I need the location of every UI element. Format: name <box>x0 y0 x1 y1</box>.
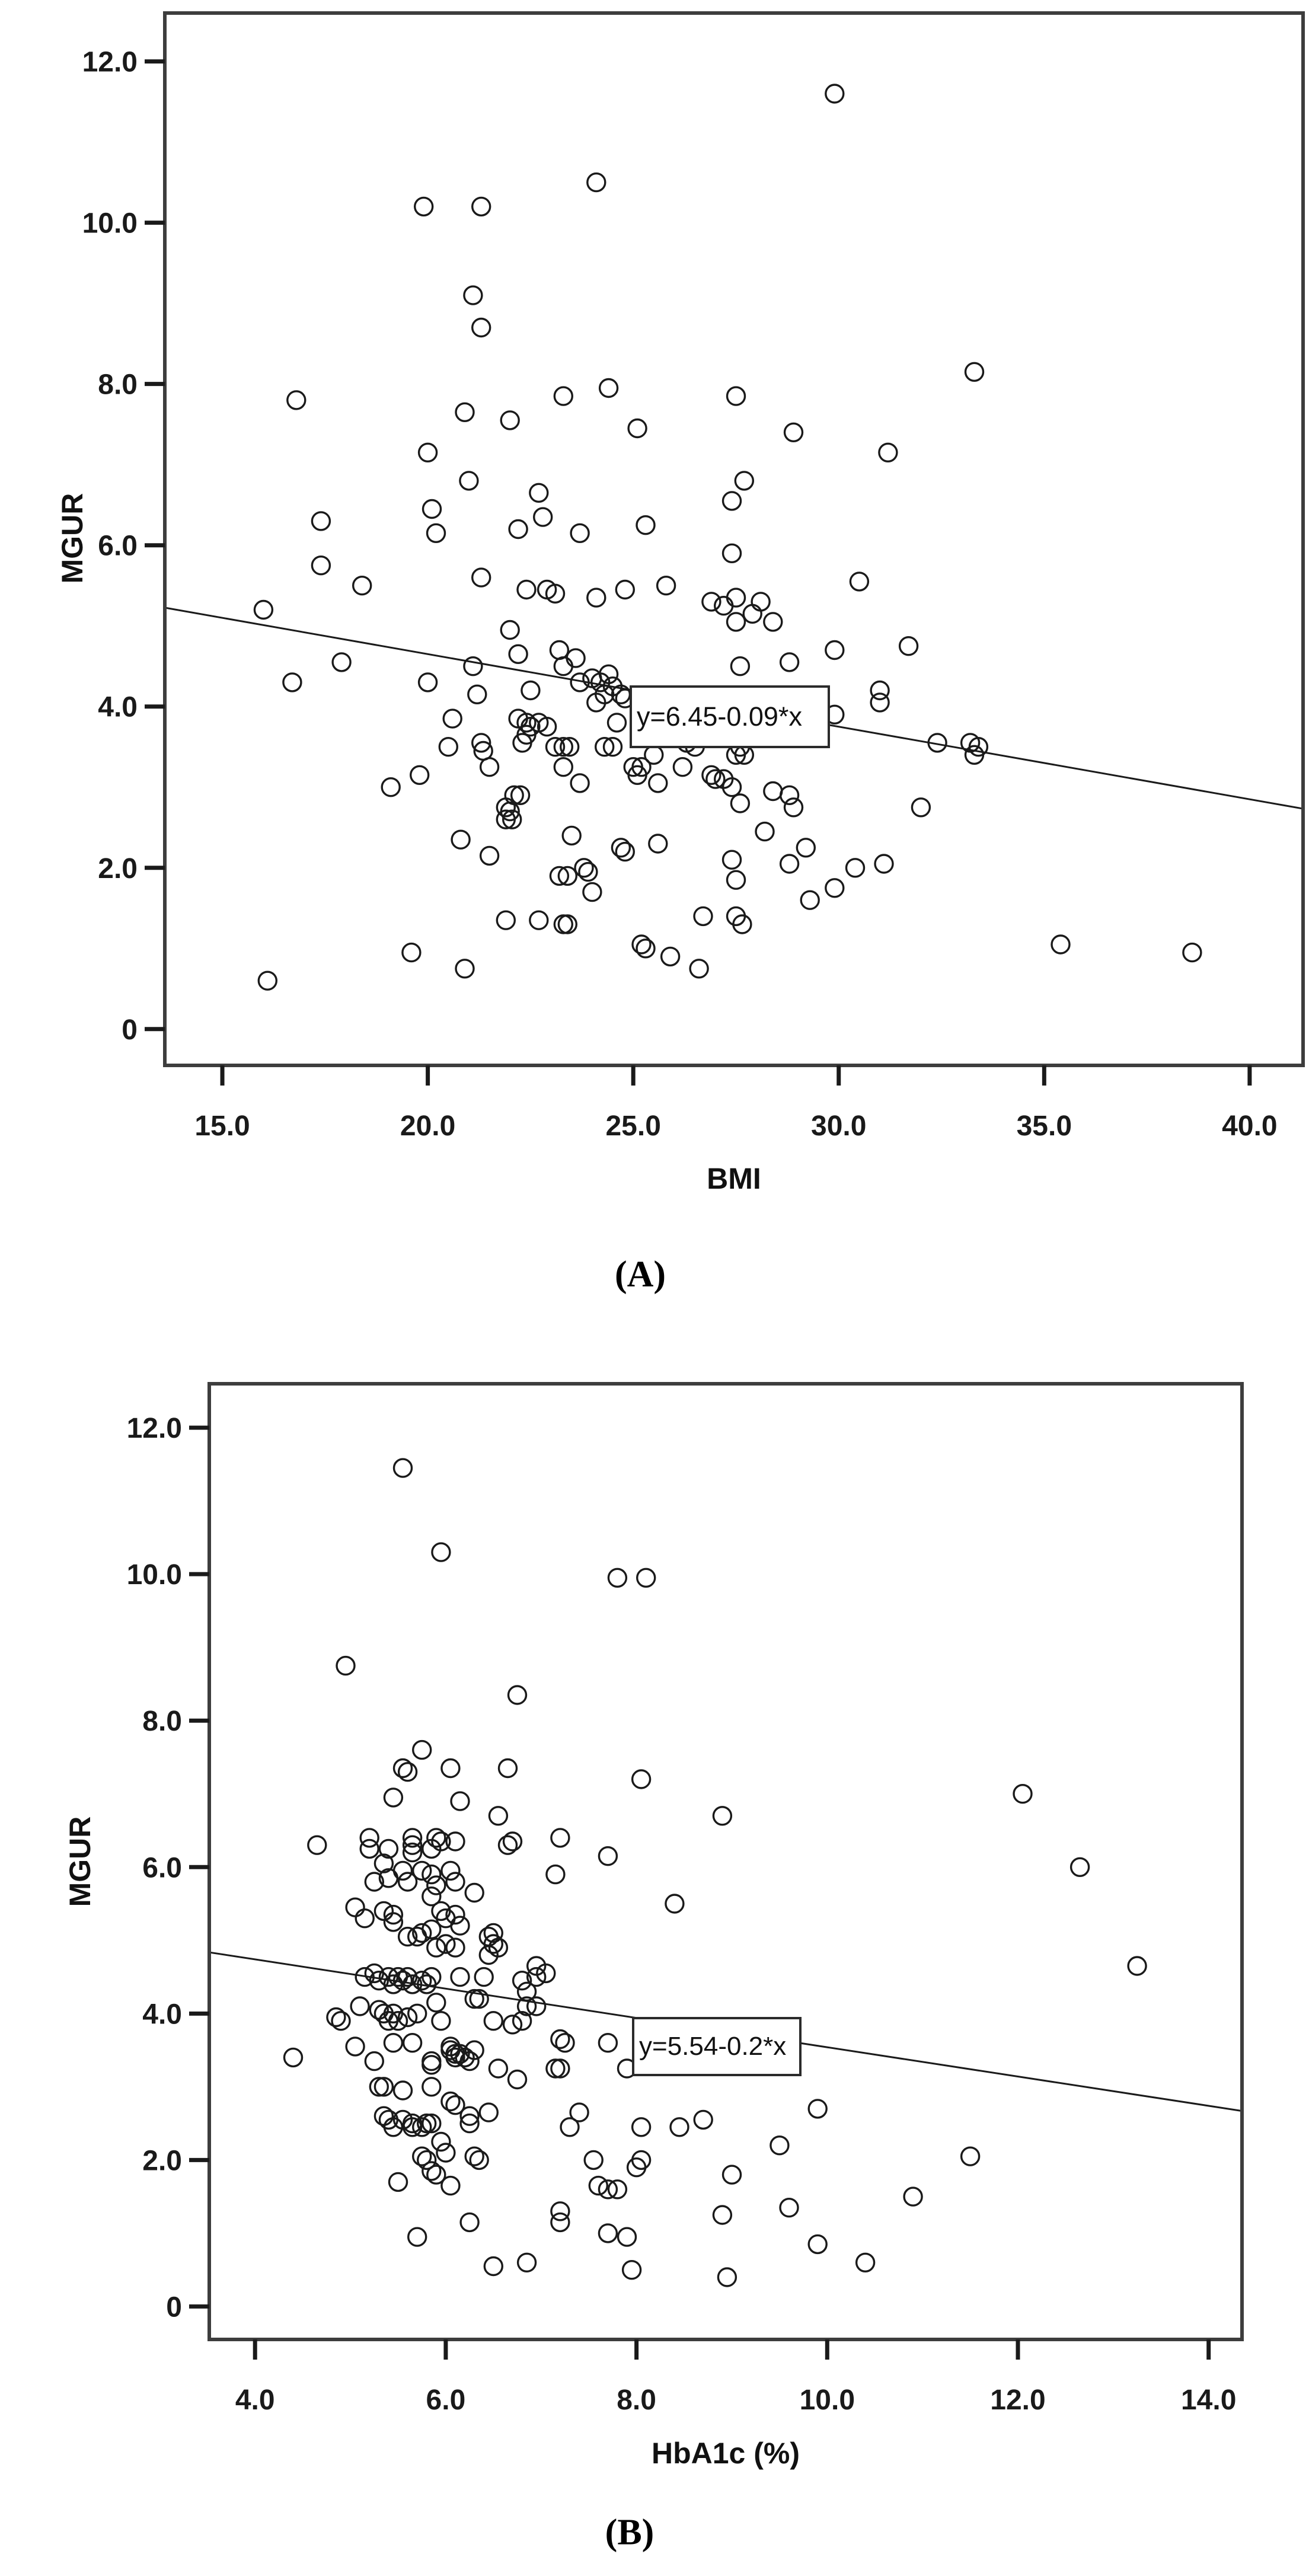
data-point <box>484 2012 502 2030</box>
data-point <box>718 2268 736 2286</box>
data-point <box>780 2199 798 2217</box>
x-tick-label: 35.0 <box>1016 1110 1072 1142</box>
data-point <box>499 1836 517 1854</box>
data-point <box>871 694 889 711</box>
data-point <box>771 2137 788 2154</box>
data-point <box>599 2224 617 2242</box>
y-tick-label: 10.0 <box>126 1559 182 1591</box>
data-point <box>764 783 782 800</box>
data-point <box>633 1770 650 1788</box>
data-point <box>427 1994 445 2012</box>
x-tick-label: 25.0 <box>605 1110 661 1142</box>
data-point <box>628 420 646 438</box>
data-point <box>497 911 515 929</box>
data-point <box>785 423 803 441</box>
data-point <box>360 1829 378 1847</box>
data-point <box>703 766 720 784</box>
data-point <box>847 859 864 877</box>
data-point <box>499 1760 517 1777</box>
data-point <box>504 1833 522 1850</box>
data-point <box>432 2012 450 2030</box>
data-point <box>826 879 844 897</box>
data-point <box>781 855 799 873</box>
data-point <box>637 940 654 957</box>
data-point <box>752 593 770 611</box>
data-point <box>394 1760 412 1777</box>
data-point <box>423 2078 440 2096</box>
data-point <box>530 484 548 502</box>
panel-caption-b: (B) <box>605 2512 654 2553</box>
data-point <box>575 859 593 877</box>
data-point <box>283 673 301 691</box>
data-point <box>346 2038 364 2055</box>
data-point <box>353 577 371 595</box>
data-point <box>649 835 667 853</box>
data-point <box>558 915 576 933</box>
data-point <box>501 621 519 639</box>
data-point <box>394 1862 412 1879</box>
data-point <box>456 960 474 978</box>
x-tick-label: 12.0 <box>990 2385 1046 2416</box>
data-point <box>411 766 429 784</box>
data-point <box>912 799 930 816</box>
data-point <box>432 1543 450 1561</box>
data-point <box>1128 1957 1146 1975</box>
data-point <box>451 1968 469 1986</box>
data-point <box>551 2202 569 2220</box>
data-point <box>489 2060 507 2077</box>
data-point <box>530 911 548 929</box>
data-point <box>735 472 753 490</box>
y-tick-label: 2.0 <box>142 2145 182 2177</box>
data-point <box>616 581 634 599</box>
data-point <box>288 391 305 409</box>
data-point <box>671 2118 688 2136</box>
data-point <box>419 673 437 691</box>
data-point <box>333 653 350 671</box>
data-point <box>600 379 618 397</box>
data-point <box>481 758 499 776</box>
data-point <box>547 1866 564 1884</box>
data-point <box>694 907 712 925</box>
data-point <box>351 1997 369 2015</box>
data-point <box>608 1569 626 1587</box>
data-point <box>554 758 572 776</box>
data-point <box>509 521 527 538</box>
data-point <box>509 2071 526 2089</box>
y-tick-label: 2.0 <box>98 853 138 885</box>
data-point <box>442 1862 459 1879</box>
data-point <box>472 319 490 337</box>
data-point <box>826 85 844 103</box>
data-point <box>413 1741 431 1759</box>
data-point <box>534 508 552 526</box>
data-point <box>432 2133 450 2151</box>
data-point <box>618 2228 636 2246</box>
data-point <box>382 778 400 796</box>
data-point <box>723 492 741 510</box>
data-point <box>743 605 761 623</box>
data-point <box>723 851 741 869</box>
data-point <box>360 1840 378 1857</box>
data-point <box>404 2034 422 2052</box>
y-tick-label: 0 <box>122 1014 138 1046</box>
data-point <box>465 1884 483 1902</box>
y-tick-label: 8.0 <box>142 1706 182 1738</box>
data-point <box>649 774 667 792</box>
data-point <box>509 1686 526 1704</box>
data-point <box>427 1876 445 1894</box>
data-point <box>437 2144 455 2162</box>
data-point <box>415 197 433 215</box>
data-point <box>612 839 630 857</box>
y-tick-label: 4.0 <box>142 1999 182 2031</box>
data-point <box>781 786 799 804</box>
data-point <box>764 613 782 631</box>
data-point <box>962 2147 979 2165</box>
data-point <box>332 2012 350 2030</box>
data-point <box>713 1807 731 1825</box>
data-point <box>419 443 437 461</box>
data-point <box>442 2177 459 2195</box>
data-point <box>443 710 461 727</box>
data-point <box>484 2258 502 2275</box>
data-point <box>900 637 918 655</box>
x-axis-title-a: BMI <box>707 1162 761 1195</box>
data-point <box>875 855 893 873</box>
data-point <box>464 286 482 304</box>
data-point <box>451 1917 469 1935</box>
data-point <box>427 524 445 542</box>
y-tick-label: 10.0 <box>82 208 138 240</box>
data-point <box>501 411 519 429</box>
data-point <box>464 657 482 675</box>
data-point <box>662 947 679 965</box>
data-point <box>423 500 441 518</box>
data-point <box>375 2107 392 2125</box>
data-point <box>554 657 572 675</box>
data-point <box>550 641 568 659</box>
x-tick-label: 8.0 <box>617 2385 656 2416</box>
data-point <box>394 1459 412 1477</box>
data-point <box>365 2052 383 2070</box>
y-axis-title-b: MGUR <box>63 1816 97 1907</box>
x-tick-label: 30.0 <box>811 1110 867 1142</box>
data-point <box>384 1789 402 1806</box>
data-point <box>857 2253 874 2271</box>
data-point <box>285 2048 302 2066</box>
data-point <box>666 1895 684 1913</box>
data-point <box>723 544 741 562</box>
data-point <box>673 758 691 776</box>
data-point <box>599 1847 617 1865</box>
data-point <box>904 2188 922 2205</box>
data-point <box>637 1569 655 1587</box>
data-point <box>731 794 749 812</box>
data-point <box>451 1792 469 1810</box>
data-point <box>633 2118 650 2136</box>
data-point <box>480 2103 497 2121</box>
data-point <box>554 915 572 933</box>
data-point <box>547 2060 564 2077</box>
data-point <box>727 613 745 631</box>
x-tick-label: 4.0 <box>235 2385 275 2416</box>
data-point <box>727 387 745 405</box>
y-axis-title-a: MGUR <box>56 493 89 584</box>
data-point <box>465 2147 483 2165</box>
data-point <box>826 641 844 659</box>
data-point <box>489 1807 507 1825</box>
data-point <box>645 746 663 764</box>
data-point <box>797 839 815 857</box>
data-point <box>551 1829 569 1847</box>
data-point <box>509 645 527 663</box>
data-point <box>637 516 654 534</box>
data-point <box>731 657 749 675</box>
scatter-panel-b <box>127 1384 1242 2416</box>
data-point <box>452 831 470 848</box>
data-point <box>715 597 733 615</box>
data-point <box>408 2228 426 2246</box>
data-point <box>518 2253 536 2271</box>
data-point <box>551 2213 569 2231</box>
data-point <box>599 2034 617 2052</box>
y-tick-label: 0 <box>166 2291 182 2323</box>
data-point <box>563 826 580 844</box>
data-point <box>439 738 457 756</box>
data-point <box>785 799 803 816</box>
data-point <box>1052 936 1069 953</box>
data-point <box>694 2111 712 2128</box>
data-point <box>394 2082 412 2099</box>
data-point <box>470 1990 488 2008</box>
y-tick-label: 6.0 <box>98 530 138 562</box>
data-point <box>1183 944 1201 962</box>
data-point <box>551 2060 569 2077</box>
data-point <box>966 363 984 381</box>
data-point <box>522 682 539 700</box>
regression-equation-b: y=5.54-0.2*x <box>632 2017 802 2076</box>
data-point <box>468 685 486 703</box>
data-point <box>427 1829 445 1847</box>
x-tick-label: 14.0 <box>1180 2385 1237 2416</box>
data-point <box>756 823 774 841</box>
y-tick-label: 6.0 <box>142 1852 182 1884</box>
y-tick-label: 12.0 <box>126 1413 182 1445</box>
data-point <box>551 2031 569 2048</box>
x-tick-label: 20.0 <box>400 1110 456 1142</box>
y-tick-label: 12.0 <box>82 46 138 78</box>
data-point <box>616 843 634 861</box>
data-point <box>423 2162 440 2180</box>
data-point <box>703 593 720 611</box>
data-point <box>442 1760 459 1777</box>
data-point <box>481 847 499 864</box>
scatter-panel-a <box>82 13 1303 1142</box>
data-point <box>327 2009 345 2026</box>
data-point <box>384 2034 402 2052</box>
data-point <box>809 2235 826 2253</box>
data-point <box>690 960 708 978</box>
y-tick-label: 8.0 <box>98 369 138 401</box>
data-point <box>567 649 585 667</box>
data-point <box>475 1968 493 1986</box>
data-point <box>254 601 272 619</box>
data-point <box>1014 1785 1032 1803</box>
data-point <box>727 589 745 607</box>
x-tick-label: 6.0 <box>426 2385 466 2416</box>
data-point <box>442 2093 459 2111</box>
data-point <box>456 403 474 421</box>
data-point <box>657 577 675 595</box>
panel-caption-a: (A) <box>614 1254 666 1295</box>
data-point <box>608 714 626 732</box>
data-point <box>583 883 601 901</box>
y-tick-label: 4.0 <box>98 691 138 723</box>
data-point <box>472 569 490 586</box>
data-point <box>588 589 605 607</box>
data-point <box>585 2151 602 2169</box>
data-point <box>623 2261 641 2279</box>
x-tick-label: 10.0 <box>799 2385 855 2416</box>
x-tick-label: 15.0 <box>194 1110 250 1142</box>
data-point <box>446 1873 464 1891</box>
data-point <box>375 2078 392 2096</box>
data-point <box>809 2100 826 2118</box>
data-point <box>850 573 868 590</box>
data-point <box>571 524 589 542</box>
data-point <box>461 2213 478 2231</box>
data-point <box>389 2173 407 2191</box>
data-point <box>337 1657 355 1675</box>
data-point <box>588 174 605 191</box>
data-point <box>472 197 490 215</box>
x-tick-label: 40.0 <box>1222 1110 1278 1142</box>
data-point <box>713 2206 731 2224</box>
data-point <box>370 2078 388 2096</box>
data-point <box>879 443 897 461</box>
data-point <box>399 1763 417 1781</box>
data-point <box>312 557 330 574</box>
data-point <box>570 2103 588 2121</box>
data-point <box>801 891 819 909</box>
data-point <box>727 871 745 889</box>
data-point <box>1071 1858 1089 1876</box>
data-point <box>403 944 420 962</box>
data-point <box>556 2034 574 2052</box>
data-point <box>579 863 597 881</box>
data-point <box>571 774 589 792</box>
data-point <box>312 512 330 530</box>
data-point <box>633 936 650 953</box>
data-point <box>723 2166 741 2184</box>
regression-equation-a: y=6.45-0.09*x <box>630 685 830 748</box>
data-point <box>470 2151 488 2169</box>
x-axis-title-b: HbA1c (%) <box>651 2437 800 2470</box>
data-point <box>258 972 276 989</box>
data-point <box>356 1910 373 1927</box>
data-point <box>554 387 572 405</box>
data-point <box>308 1836 326 1854</box>
data-point <box>518 581 535 599</box>
data-point <box>781 653 799 671</box>
data-point <box>346 1898 364 1916</box>
data-point <box>460 472 478 490</box>
